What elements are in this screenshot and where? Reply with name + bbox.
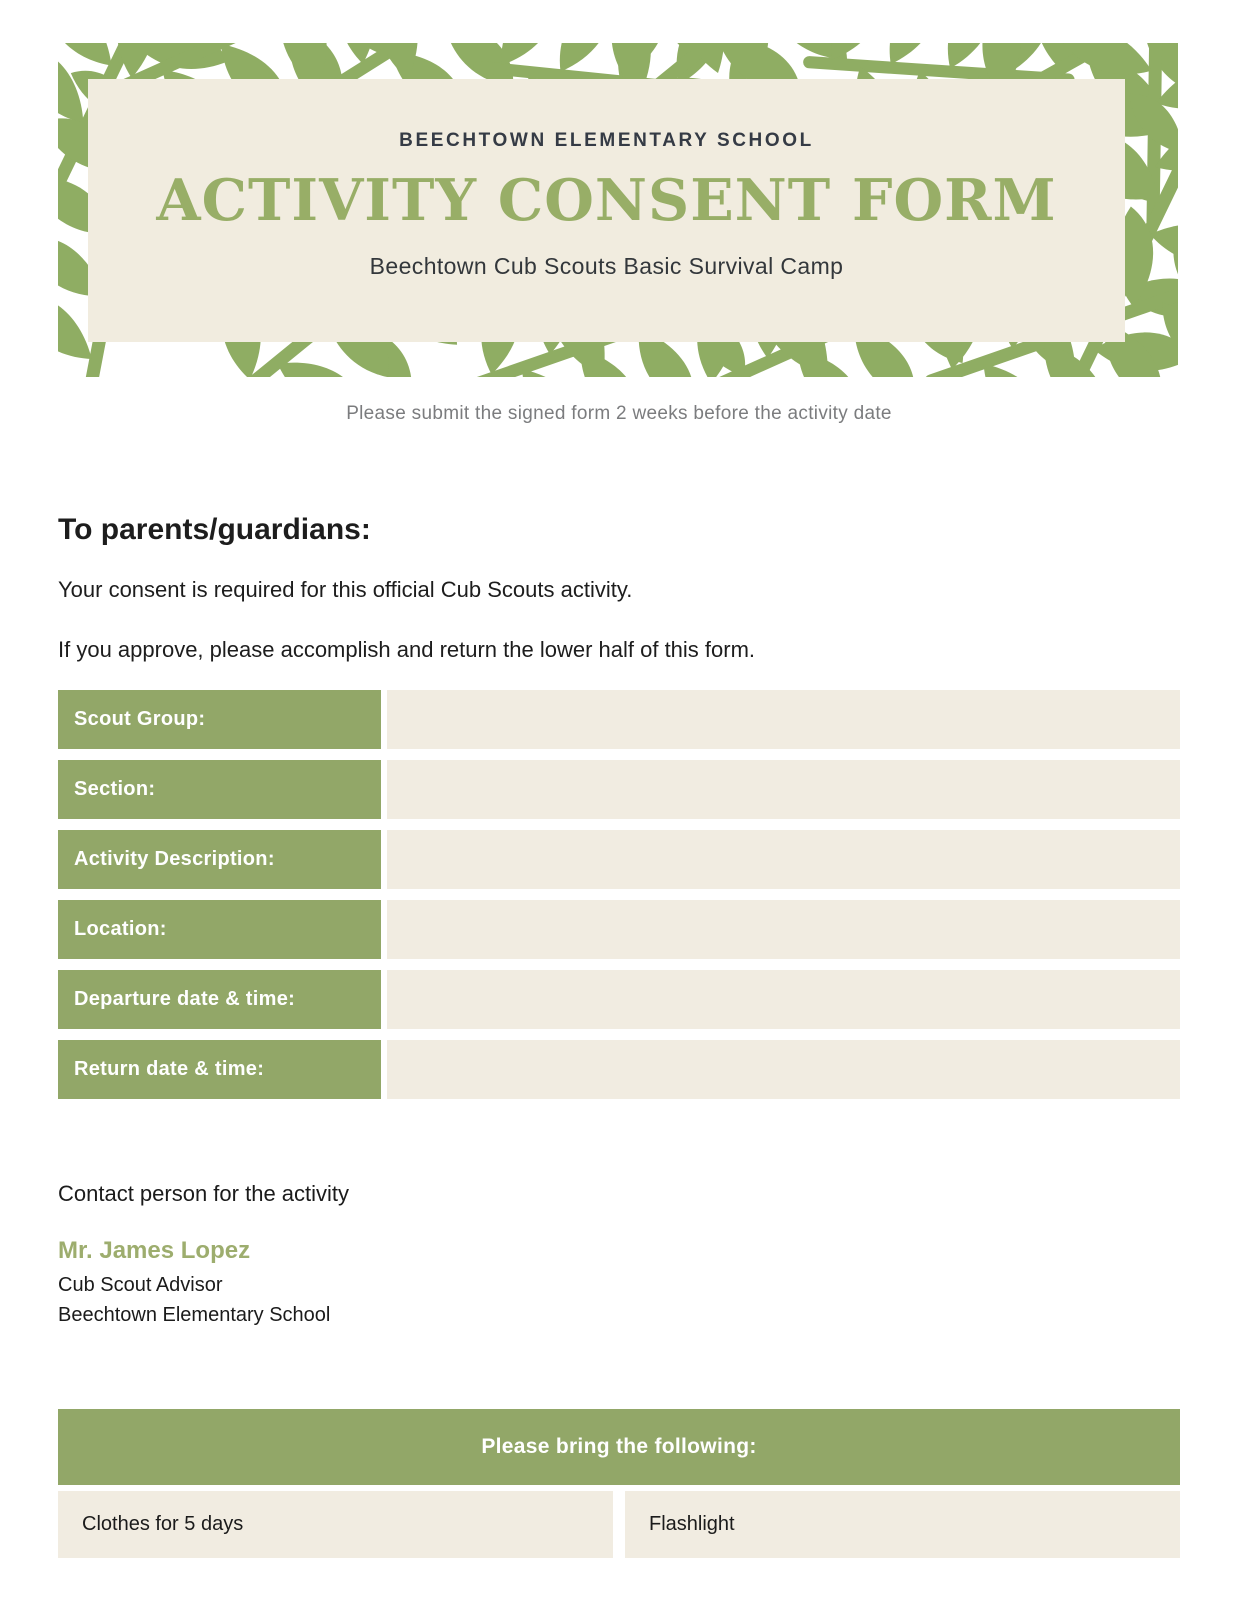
submission-note: Please submit the signed form 2 weeks before the activity date (346, 403, 892, 424)
bring-item-flashlight: Flashlight (625, 1491, 1180, 1558)
salutation-heading: To parents/guardians: (58, 513, 371, 546)
contact-organization: Beechtown Elementary School (58, 1304, 331, 1326)
activity-subtitle: Beechtown Cub Scouts Basic Survival Camp (369, 253, 844, 279)
departure-date-label: Departure date & time: (58, 970, 381, 1029)
contact-role: Cub Scout Advisor (58, 1274, 223, 1296)
activity-description-label: Activity Description: (58, 830, 381, 889)
departure-date-field[interactable] (387, 970, 1180, 1029)
contact-heading: Contact person for the activity (58, 1181, 350, 1206)
scout-group-label: Scout Group: (58, 690, 381, 749)
consent-form-table (58, 690, 1180, 1099)
table-row (58, 830, 1180, 889)
table-row (58, 1040, 1180, 1099)
table-row (58, 970, 1180, 1029)
contact-name: Mr. James Lopez (58, 1237, 251, 1264)
table-row (58, 900, 1180, 959)
instruction-text: If you approve, please accomplish and return the lower half of this form. (58, 637, 756, 662)
activity-description-field[interactable] (387, 830, 1180, 889)
section-field[interactable] (387, 760, 1180, 819)
location-label: Location: (58, 900, 381, 959)
page-title: ACTIVITY CONSENT FORM (156, 167, 1057, 234)
bring-item-clothes: Clothes for 5 days (58, 1491, 613, 1558)
bring-heading: Please bring the following: (481, 1435, 757, 1458)
bring-items (58, 1491, 1180, 1558)
school-name: BEECHTOWN ELEMENTARY SCHOOL (399, 130, 814, 151)
bring-banner (58, 1409, 1180, 1485)
return-date-field[interactable] (387, 1040, 1180, 1099)
table-row (58, 690, 1180, 749)
header-card (88, 79, 1125, 342)
scout-group-field[interactable] (387, 690, 1180, 749)
section-label: Section: (58, 760, 381, 819)
consent-text: Your consent is required for this official Cub Scouts activity. (58, 577, 633, 602)
return-date-label: Return date & time: (58, 1040, 381, 1099)
table-row (58, 760, 1180, 819)
location-field[interactable] (387, 900, 1180, 959)
